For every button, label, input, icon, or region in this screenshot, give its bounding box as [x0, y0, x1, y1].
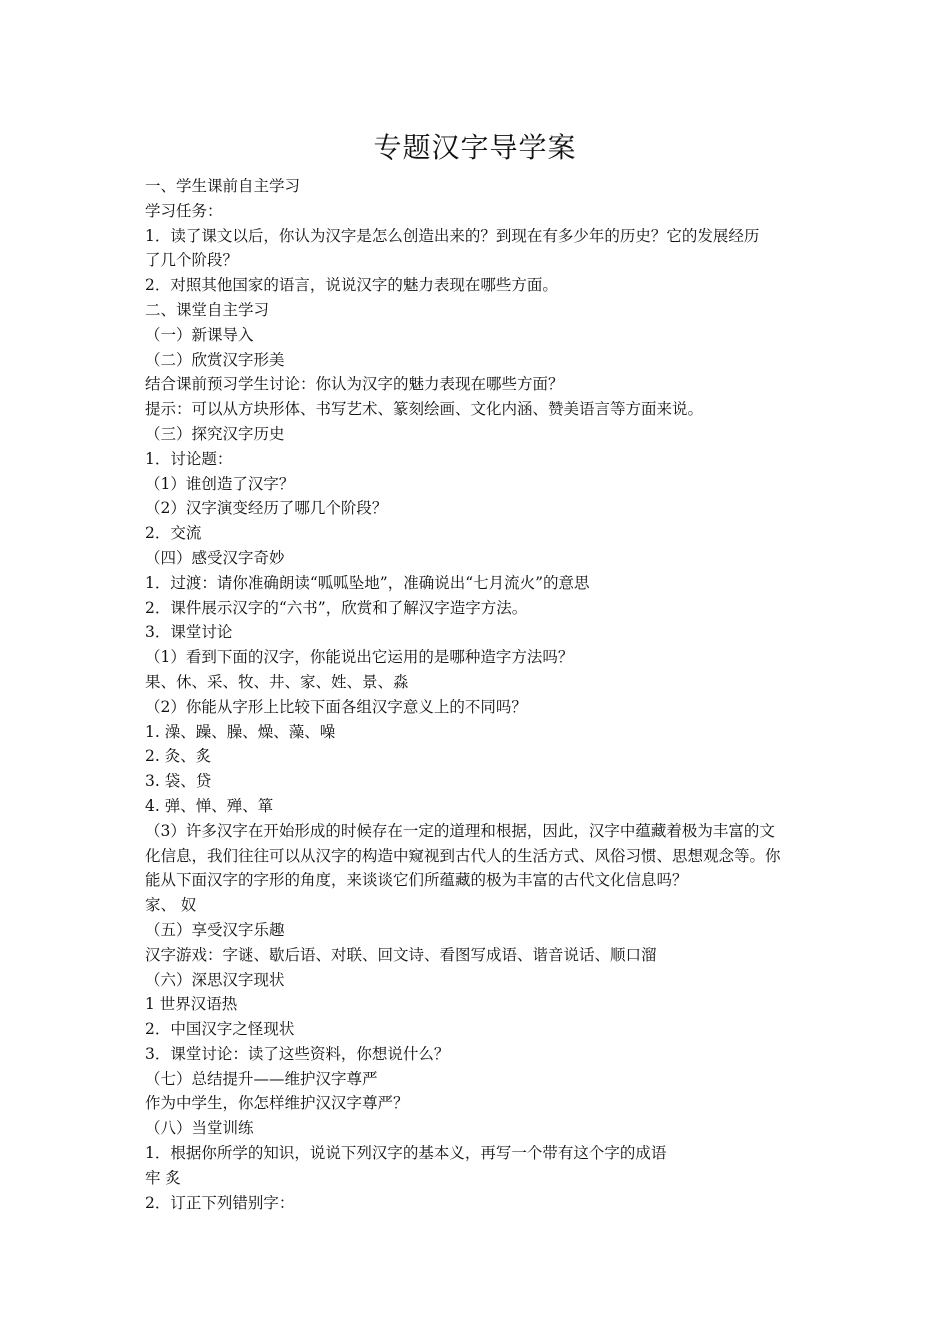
text-line: 1 世界汉语热 [145, 995, 238, 1014]
subsection-heading: （三）探究汉字历史 [145, 424, 285, 443]
text-line: 1．根据你所学的知识，说说下列汉字的基本义，再写一个带有这个字的成语 [145, 1144, 667, 1163]
text-line: 2. 灸、炙 [145, 747, 212, 766]
text-line: 结合课前预习学生讨论：你认为汉字的魅力表现在哪些方面？ [145, 375, 564, 394]
text-line: 2．中国汉字之怪现状 [145, 1020, 295, 1039]
section-heading: 二、课堂自主学习 [145, 300, 270, 319]
text-line: 能从下面汉字的字形的角度，来谈谈它们所蕴藏的极为丰富的古代文化信息吗？ [145, 871, 688, 890]
text-line: 汉字游戏：字谜、歇后语、对联、回文诗、看图写成语、谐音说话、顺口溜 [145, 945, 657, 964]
subsection-heading: （五）享受汉字乐趣 [145, 920, 285, 939]
section-heading: 一、学生课前自主学习 [145, 177, 301, 195]
text-line: （2）你能从字形上比较下面各组汉字意义上的不同吗？ [145, 697, 527, 716]
text-line: 家、 奴 [145, 896, 197, 915]
text-line: 3．课堂讨论：读了这些资料，你想说什么？ [145, 1044, 450, 1063]
text-line: （1）谁创造了汉字？ [145, 474, 295, 493]
text-line: 1．讨论题： [145, 449, 233, 468]
page-title: 专题汉字导学案 [373, 131, 577, 164]
text-line: 2．交流 [145, 524, 202, 543]
text-line: 化信息，我们往往可以从汉字的构造中窥视到古代人的生活方式、风俗习惯、思想观念等。你 [145, 846, 781, 865]
text-line: （2）汉字演变经历了哪几个阶段？ [145, 499, 388, 518]
text-line: 2．对照其他国家的语言，说说汉字的魅力表现在哪些方面。 [145, 276, 558, 295]
text-line: 2．订正下列错别字： [145, 1193, 295, 1212]
subsection-heading: （一）新课导入 [145, 325, 254, 344]
text-line: 1. 澡、躁、臊、燥、藻、噪 [145, 722, 336, 741]
text-line: 果、休、采、牧、井、家、姓、景、淼 [145, 672, 409, 691]
subsection-heading: （八）当堂训练 [145, 1119, 254, 1138]
text-line: 2．课件展示汉字的“六书”，欣赏和了解汉字造字方法。 [145, 598, 528, 617]
text-line: 1．过渡：请你准确朗读“呱呱坠地”，准确说出“七月流火”的意思 [145, 573, 590, 592]
text-line: 提示：可以从方块形体、书写艺术、篆刻绘画、文化内涵、赞美语言等方面来说。 [145, 400, 704, 419]
text-line: 学习任务： [145, 201, 223, 220]
subsection-heading: （七）总结提升——维护汉字尊严 [145, 1069, 378, 1088]
text-line: 3. 袋、贷 [145, 772, 212, 791]
document-body [145, 174, 810, 1215]
text-line: 了几个阶段？ [145, 251, 239, 270]
text-line: 3．课堂讨论 [145, 623, 233, 642]
text-line: （3）许多汉字在开始形成的时候存在一定的道理和根据，因此，汉字中蕴藏着极为丰富的文 [145, 821, 775, 840]
subsection-heading: （二）欣赏汉字形美 [145, 350, 285, 369]
subsection-heading: （四）感受汉字奇妙 [145, 548, 285, 567]
text-line: （1）看到下面的汉字，你能说出它运用的是哪种造字方法吗？ [145, 648, 574, 667]
subsection-heading: （六）深思汉字现状 [145, 970, 285, 989]
text-line: 4. 弹、惮、殚、箪 [145, 796, 274, 815]
text-line: 牢 炙 [145, 1168, 181, 1187]
text-line: 1．读了课文以后，你认为汉字是怎么创造出来的？到现在有多少年的历史？它的发展经历 [145, 226, 760, 245]
text-line: 作为中学生，你怎样维护汉汉字尊严？ [145, 1094, 409, 1113]
